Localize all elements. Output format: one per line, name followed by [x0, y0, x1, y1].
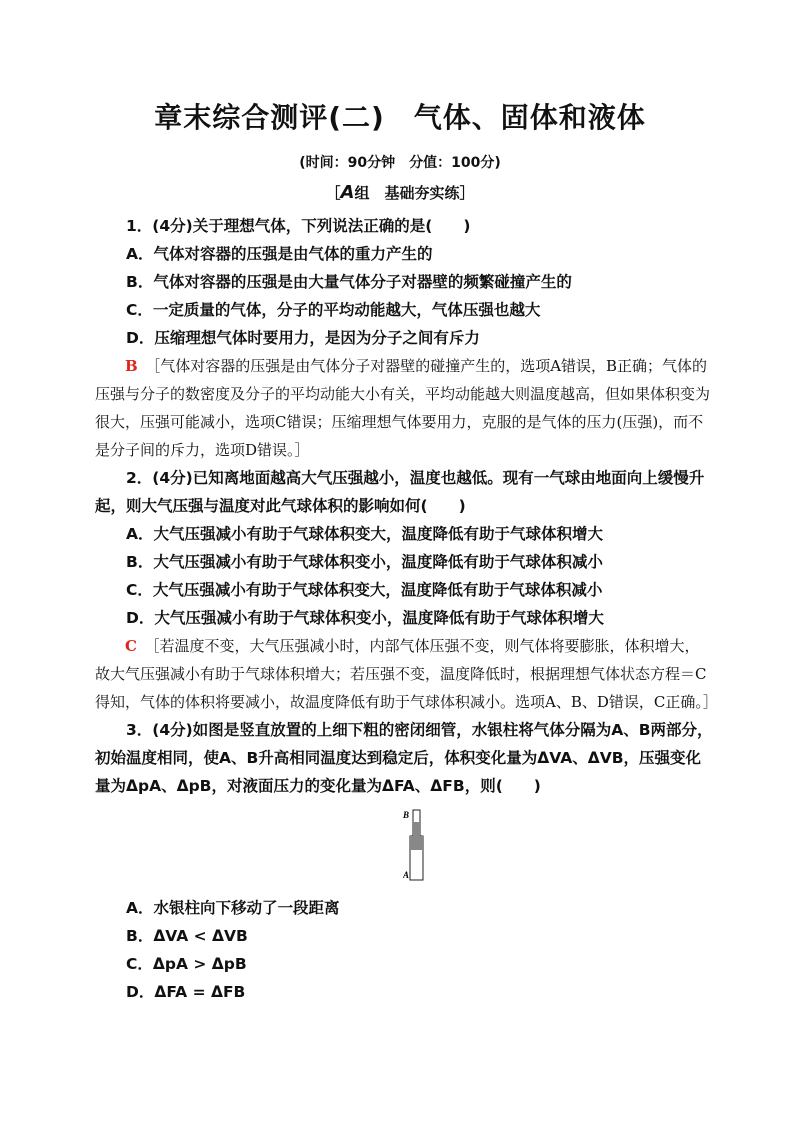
group-label: 组 基础夯实练 [354, 184, 460, 202]
q1-stem: 1．(4分)关于理想气体，下列说法正确的是( ) [126, 217, 471, 235]
exam-meta: (时间：90分钟 分值：100分) [299, 155, 501, 171]
q1-answer-letter: B [125, 357, 138, 375]
q1-option-b: B．气体对容器的压强是由大量气体分子对器壁的频繁碰撞产生的 [126, 273, 572, 291]
q3-option-d: D．ΔFA = ΔFB [126, 983, 246, 1001]
figure-label-a: A [403, 870, 410, 880]
group-header [0, 182, 800, 203]
figure-label-b: B [403, 810, 410, 820]
q1-option-a: A．气体对容器的压强是由气体的重力产生的 [126, 245, 433, 263]
q2-answer-letter: C [125, 637, 137, 655]
q2-answer [95, 632, 718, 716]
q2-option-a: A．大气压强减小有助于气球体积变大，温度降低有助于气球体积增大 [126, 525, 603, 543]
group-bracket-open: ［ [325, 184, 341, 202]
q3-option-b: B．ΔVA < ΔVB [126, 927, 248, 945]
q2-option-c: C．大气压强减小有助于气球体积变大，温度降低有助于气球体积减小 [126, 581, 603, 599]
q2-option-d: D．大气压强减小有助于气球体积变小，温度降低有助于气球体积增大 [126, 609, 604, 627]
q2-option-b: B．大气压强减小有助于气球体积变小，温度降低有助于气球体积减小 [126, 553, 603, 571]
page-title: 章末综合测评(二) 气体、固体和液体 [154, 101, 646, 134]
q2-answer-explanation: ［若温度不变，大气压强减小时，内部气体压强不变，则气体将要膨胀，体积增大，故大气压强减小有助于气球体积增大；若压强不变，温度降低时，根据理想气体状态方程＝C得知，气体的体积将要减小，故温度降低有助于气球体积减小。选项A、B、D错误，C正确。］ [95, 637, 718, 711]
q1-option-c: C．一定质量的气体，分子的平均动能越大，气体压强也越大 [126, 301, 541, 319]
q2-stem: 2．(4分)已知离地面越高大气压强越小，温度也越低。现有一气球由地面向上缓慢升起，则大气压强与温度对此气球体积的影响如何( ) [95, 469, 705, 515]
sealed-tube-diagram [403, 806, 433, 884]
tube-figure [95, 800, 713, 890]
q3-option-c: C．ΔpA > ΔpB [126, 955, 247, 973]
q1-answer-explanation: ［气体对容器的压强是由气体分子对器壁的碰撞产生的，选项A错误，B正确；气体的压强与分子的数密度及分子的平均动能大小有关，平均动能越大则温度越高，但如果体积变为很大，压强可能减小，选项C错误；压缩理想气体要用力，克服的是气体的压力(压强)，而不是分子间的斥力，选项D错误。］ [95, 357, 711, 459]
group-letter: A [340, 182, 355, 203]
q3-option-a: A．水银柱向下移动了一段距离 [126, 899, 340, 917]
q1-option-d: D．压缩理想气体时要用力，是因为分子之间有斥力 [126, 329, 480, 347]
q3-stem: 3．(4分)如图是竖直放置的上细下粗的密闭细管，水银柱将气体分隔为A、B两部分，初始温度相同，使A、B升高相同温度达到稳定后，体积变化量为ΔVA、ΔVB，压强变化量为ΔpA、ΔpB，对液面压力的变化量为ΔFA、ΔFB，则( ) [95, 721, 713, 795]
group-bracket-close: ］ [459, 184, 475, 202]
question-content [95, 212, 718, 1006]
q1-answer [95, 352, 713, 464]
